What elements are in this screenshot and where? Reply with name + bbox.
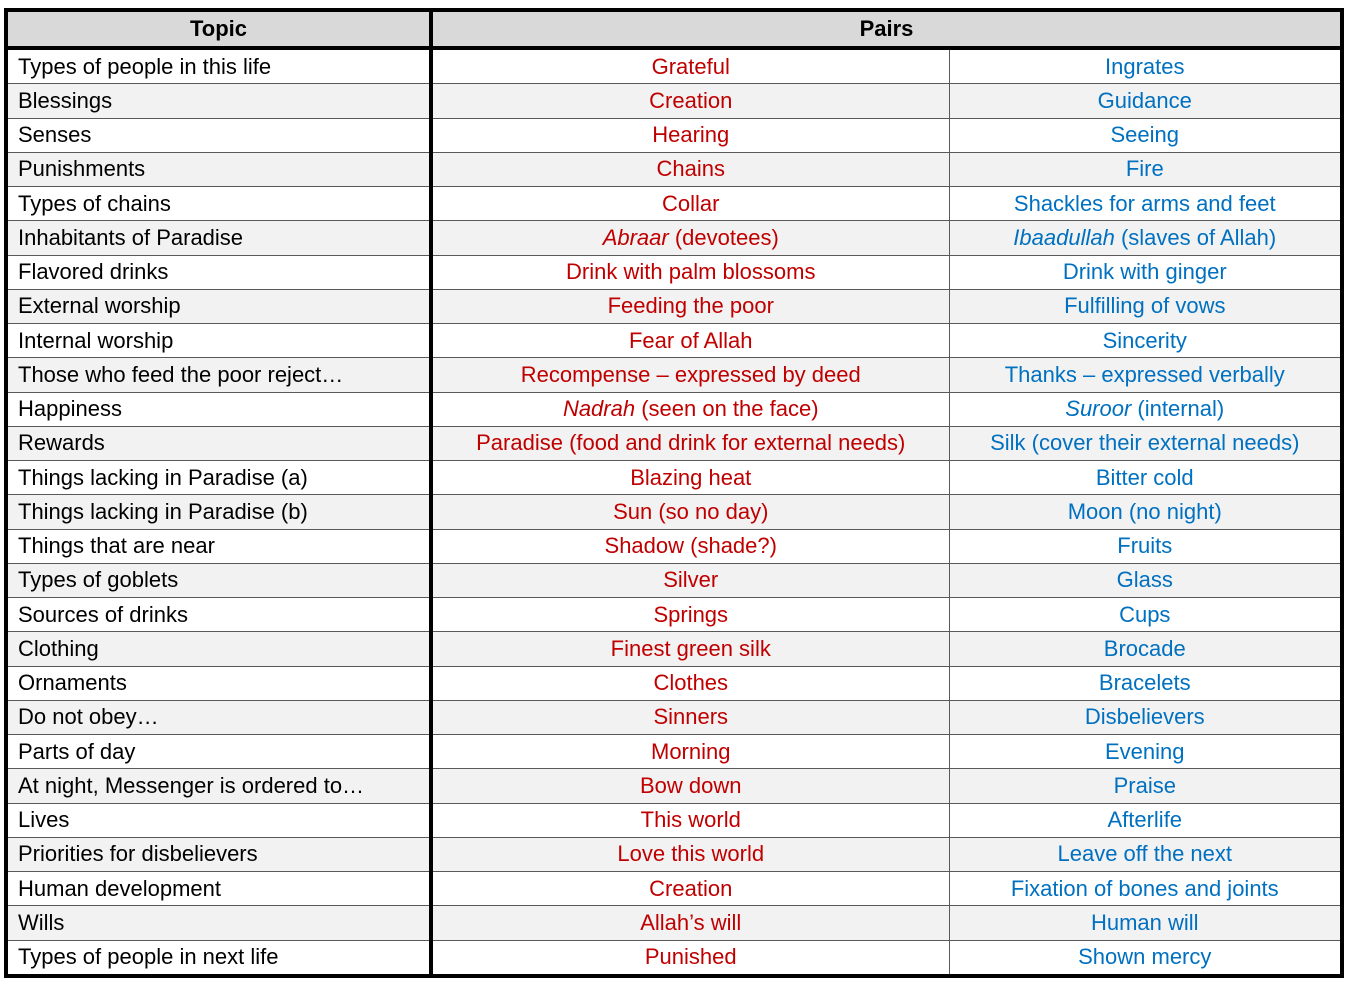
pair-text: Moon (no night) (1067, 498, 1222, 524)
pair-text: Sinners (653, 704, 729, 730)
pair-text: Silver (663, 567, 719, 593)
pair-first-cell (431, 324, 949, 358)
pair-first-cell (431, 152, 949, 186)
pair-text: Bitter cold (1095, 464, 1194, 490)
transliterated-term: Abraar (602, 224, 669, 250)
topic-cell: Priorities for disbelievers (6, 837, 431, 871)
table-body (6, 48, 1342, 976)
pair-text: Shadow (shade?) (604, 533, 777, 559)
pair-second-cell (949, 461, 1342, 495)
pair-second-cell (949, 598, 1342, 632)
pair-second-cell (949, 221, 1342, 255)
topic-cell: Types of people in next life (6, 940, 431, 976)
pair-text: Chains (656, 156, 725, 182)
pair-first-cell (431, 289, 949, 323)
header-row (6, 10, 1342, 48)
pair-first-cell (431, 221, 949, 255)
pair-second-cell (949, 187, 1342, 221)
table-row (6, 221, 1342, 255)
pair-first-cell (431, 735, 949, 769)
pair-text: Bracelets (1098, 670, 1191, 696)
pair-text: Paradise (food and drink for external needs) (476, 430, 906, 456)
pair-first-cell (431, 940, 949, 976)
pair-second-cell (949, 666, 1342, 700)
pair-text: Allah’s will (640, 909, 742, 935)
pair-second-cell (949, 426, 1342, 460)
pair-first-cell (431, 255, 949, 289)
pair-first-cell (431, 461, 949, 495)
pair-second-cell (949, 940, 1342, 976)
pair-text: Love this world (617, 841, 765, 867)
transliterated-term: Suroor (1065, 396, 1132, 422)
pair-text: Seeing (1110, 122, 1180, 148)
pair-text: Evening (1105, 738, 1185, 764)
pair-first-cell (431, 666, 949, 700)
table-row (6, 872, 1342, 906)
pair-second-cell (949, 324, 1342, 358)
pair-second-cell (949, 152, 1342, 186)
transliterated-term: Nadrah (562, 396, 636, 422)
table-row (6, 289, 1342, 323)
pair-text: Clothes (653, 670, 729, 696)
pair-first-cell (431, 803, 949, 837)
pair-first-cell (431, 118, 949, 152)
table-row (6, 666, 1342, 700)
pair-first-cell (431, 84, 949, 118)
pair-text: (devotees) (668, 224, 779, 250)
pair-text: Praise (1113, 772, 1176, 798)
pair-text: Fruits (1117, 533, 1173, 559)
topic-cell: Flavored drinks (6, 255, 431, 289)
pair-text: Afterlife (1107, 807, 1183, 833)
pair-text: Silk (cover their external needs) (990, 430, 1300, 456)
topic-cell: Types of goblets (6, 563, 431, 597)
pair-text: Collar (662, 190, 720, 216)
pair-text: Disbelievers (1084, 704, 1205, 730)
pair-first-cell (431, 906, 949, 940)
topic-cell: Human development (6, 872, 431, 906)
pair-text: Punished (644, 944, 737, 970)
table-row (6, 529, 1342, 563)
pair-text: Creation (649, 87, 733, 113)
pair-second-cell (949, 632, 1342, 666)
pair-first-cell (431, 598, 949, 632)
pair-second-cell (949, 803, 1342, 837)
pair-text: Fixation of bones and joints (1010, 875, 1279, 901)
topic-cell: Parts of day (6, 735, 431, 769)
pair-first-cell (431, 632, 949, 666)
pair-second-cell (949, 529, 1342, 563)
topic-column-header: Topic (6, 10, 431, 48)
pair-text: (internal) (1131, 396, 1225, 422)
pair-text: Thanks – expressed verbally (1004, 361, 1285, 387)
table-row (6, 255, 1342, 289)
pair-text: Fire (1125, 156, 1164, 182)
topic-cell: Things that are near (6, 529, 431, 563)
pair-text: Hearing (652, 122, 730, 148)
pair-text: Glass (1116, 567, 1173, 593)
table-row (6, 769, 1342, 803)
pair-text: This world (640, 807, 741, 833)
pair-text: Feeding the poor (607, 293, 774, 319)
topic-cell: Punishments (6, 152, 431, 186)
pair-text: Morning (651, 738, 731, 764)
table-row (6, 495, 1342, 529)
table-row (6, 700, 1342, 734)
pair-second-cell (949, 769, 1342, 803)
table-row (6, 187, 1342, 221)
pair-first-cell (431, 769, 949, 803)
table-row (6, 152, 1342, 186)
pair-second-cell (949, 392, 1342, 426)
pair-second-cell (949, 358, 1342, 392)
pair-second-cell (949, 255, 1342, 289)
pair-text: Human will (1090, 909, 1199, 935)
pair-text: Grateful (651, 53, 730, 79)
pair-text: Finest green silk (610, 635, 771, 661)
pair-text: Blazing heat (630, 464, 752, 490)
pair-first-cell (431, 48, 949, 84)
pair-second-cell (949, 563, 1342, 597)
table-row (6, 461, 1342, 495)
table-row (6, 118, 1342, 152)
pair-first-cell (431, 700, 949, 734)
topic-cell: Clothing (6, 632, 431, 666)
table-row (6, 324, 1342, 358)
pair-first-cell (431, 495, 949, 529)
topic-cell: Rewards (6, 426, 431, 460)
pair-first-cell (431, 426, 949, 460)
pair-second-cell (949, 118, 1342, 152)
topic-cell: Sources of drinks (6, 598, 431, 632)
pair-text: Cups (1119, 601, 1171, 627)
pair-second-cell (949, 837, 1342, 871)
table-row (6, 426, 1342, 460)
pair-text: Fulfilling of vows (1064, 293, 1226, 319)
pair-text: (seen on the face) (635, 396, 819, 422)
pair-second-cell (949, 495, 1342, 529)
topic-cell: Ornaments (6, 666, 431, 700)
pair-text: Drink with ginger (1062, 259, 1227, 285)
pair-second-cell (949, 735, 1342, 769)
table-row (6, 632, 1342, 666)
table-header (6, 10, 1342, 48)
topic-cell: Types of people in this life (6, 48, 431, 84)
table-row (6, 735, 1342, 769)
table-row (6, 940, 1342, 976)
pairs-table (4, 8, 1344, 978)
topic-cell: Senses (6, 118, 431, 152)
pair-text: Shown mercy (1078, 944, 1212, 970)
pair-text: Guidance (1097, 87, 1192, 113)
pairs-column-header: Pairs (431, 10, 1342, 48)
pair-first-cell (431, 872, 949, 906)
topic-cell: Wills (6, 906, 431, 940)
pair-second-cell (949, 906, 1342, 940)
table-row (6, 48, 1342, 84)
topic-cell: Lives (6, 803, 431, 837)
table-row (6, 598, 1342, 632)
table-row (6, 837, 1342, 871)
transliterated-term: Ibaadullah (1013, 224, 1115, 250)
topic-cell: Inhabitants of Paradise (6, 221, 431, 255)
pair-text: Brocade (1103, 635, 1186, 661)
topic-cell: Types of chains (6, 187, 431, 221)
pair-first-cell (431, 392, 949, 426)
topic-cell: Those who feed the poor reject… (6, 358, 431, 392)
pair-first-cell (431, 563, 949, 597)
topic-cell: Happiness (6, 392, 431, 426)
pair-text: Sun (so no day) (613, 498, 769, 524)
table-row (6, 84, 1342, 118)
pair-second-cell (949, 84, 1342, 118)
pair-text: Drink with palm blossoms (566, 259, 816, 285)
topic-cell: Blessings (6, 84, 431, 118)
topic-cell: Internal worship (6, 324, 431, 358)
topic-cell: At night, Messenger is ordered to… (6, 769, 431, 803)
topic-cell: Things lacking in Paradise (b) (6, 495, 431, 529)
pair-first-cell (431, 837, 949, 871)
pair-second-cell (949, 289, 1342, 323)
table-row (6, 803, 1342, 837)
pair-text: Ingrates (1105, 53, 1185, 79)
table-row (6, 358, 1342, 392)
topic-cell: Do not obey… (6, 700, 431, 734)
table-row (6, 906, 1342, 940)
pair-text: (slaves of Allah) (1114, 224, 1277, 250)
pair-text: Bow down (639, 772, 742, 798)
pair-text: Springs (653, 601, 729, 627)
pair-text: Creation (649, 875, 733, 901)
pair-text: Shackles for arms and feet (1013, 190, 1276, 216)
pair-second-cell (949, 872, 1342, 906)
topic-cell: Things lacking in Paradise (a) (6, 461, 431, 495)
topic-cell: External worship (6, 289, 431, 323)
pair-first-cell (431, 358, 949, 392)
pair-text: Fear of Allah (628, 327, 753, 353)
pair-first-cell (431, 529, 949, 563)
pair-text: Sincerity (1102, 327, 1187, 353)
pair-first-cell (431, 187, 949, 221)
pair-text: Recompense – expressed by deed (520, 361, 861, 387)
table-row (6, 563, 1342, 597)
pair-second-cell (949, 700, 1342, 734)
table-row (6, 392, 1342, 426)
pair-text: Leave off the next (1057, 841, 1233, 867)
pair-second-cell (949, 48, 1342, 84)
